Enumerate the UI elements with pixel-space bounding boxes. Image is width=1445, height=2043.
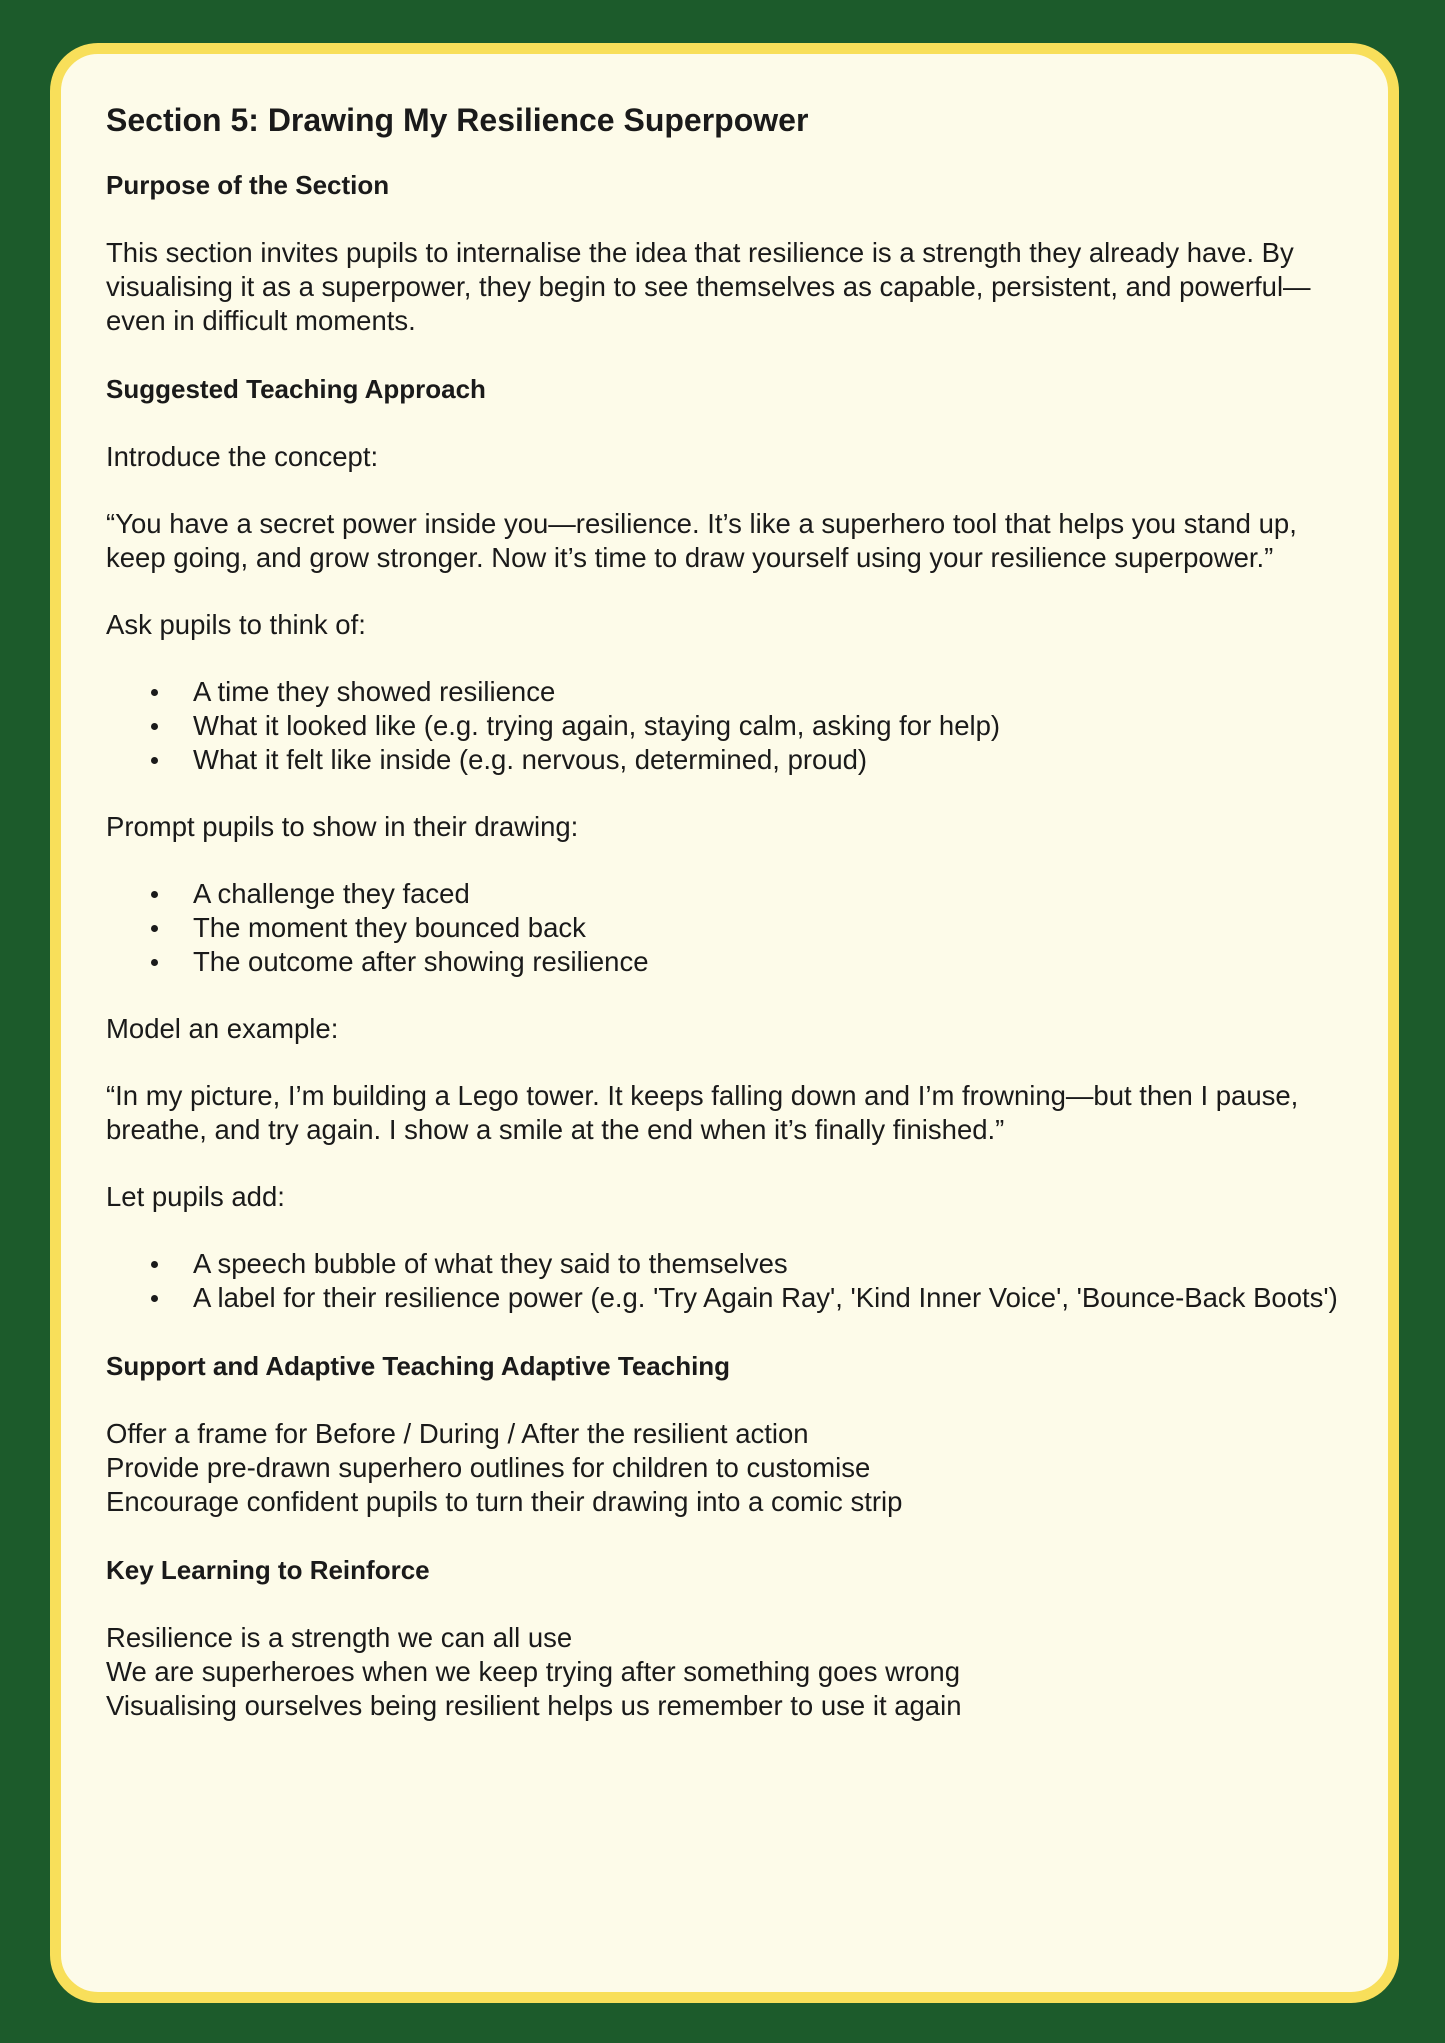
let-list <box>106 1247 1346 1315</box>
model-quote: “In my picture, I’m building a Lego tower. It keeps falling down and I’m frowning—but then I pause, breathe, and try again. I show a smile at the end when it’s finally finished.” <box>106 1080 1299 1145</box>
purpose-text: This section invites pupils to internalise the idea that resilience is a strength they already have. By visualising it as a superpower, they begin to see themselves as capable, persistent, and powerful—even in difficult moments. <box>106 237 1311 336</box>
model-intro: Model an example: <box>106 1013 339 1044</box>
prompt-list <box>106 877 1346 979</box>
approach-quote: “You have a secret power inside you—resilience. It’s like a superhero tool that helps you stand up, keep going, and grow stronger. Now it’s time to draw yourself using your resilience superpower.” <box>106 508 1297 573</box>
list-item: The outcome after showing resilience <box>193 945 1346 979</box>
list-item: A label for their resilience power (e.g. 'Try Again Ray', 'Kind Inner Voice', 'Bounce-Back Boots') <box>193 1281 1346 1315</box>
ask-list <box>106 675 1346 777</box>
support-line: Encourage confident pupils to turn their drawing into a comic strip <box>106 1486 903 1517</box>
ask-intro: Ask pupils to think of: <box>106 609 366 640</box>
prompt-intro: Prompt pupils to show in their drawing: <box>106 811 579 842</box>
list-item: What it looked like (e.g. trying again, staying calm, asking for help) <box>193 709 1346 743</box>
list-item: A challenge they faced <box>193 877 1346 911</box>
list-item: What it felt like inside (e.g. nervous, determined, proud) <box>193 743 1346 777</box>
support-line: Offer a frame for Before / During / After the resilient action <box>106 1418 809 1449</box>
key-line: Visualising ourselves being resilient helps us remember to use it again <box>106 1690 962 1721</box>
support-line: Provide pre-drawn superhero outlines for children to customise <box>106 1452 871 1483</box>
support-lines <box>106 1417 1346 1519</box>
key-heading: Key Learning to Reinforce <box>106 1555 430 1585</box>
page-title: Section 5: Drawing My Resilience Superpower <box>106 102 809 138</box>
support-heading: Support and Adaptive Teaching Adaptive Teaching <box>106 1351 731 1381</box>
list-item: A speech bubble of what they said to themselves <box>193 1247 1346 1281</box>
let-intro: Let pupils add: <box>106 1181 285 1212</box>
key-line: Resilience is a strength we can all use <box>106 1622 573 1653</box>
approach-heading: Suggested Teaching Approach <box>106 374 486 404</box>
purpose-heading: Purpose of the Section <box>106 170 390 200</box>
list-item: The moment they bounced back <box>193 911 1346 945</box>
document-content <box>106 100 1346 1723</box>
approach-intro: Introduce the concept: <box>106 441 379 472</box>
list-item: A time they showed resilience <box>193 675 1346 709</box>
key-lines <box>106 1621 1346 1723</box>
key-line: We are superheroes when we keep trying after something goes wrong <box>106 1656 960 1687</box>
